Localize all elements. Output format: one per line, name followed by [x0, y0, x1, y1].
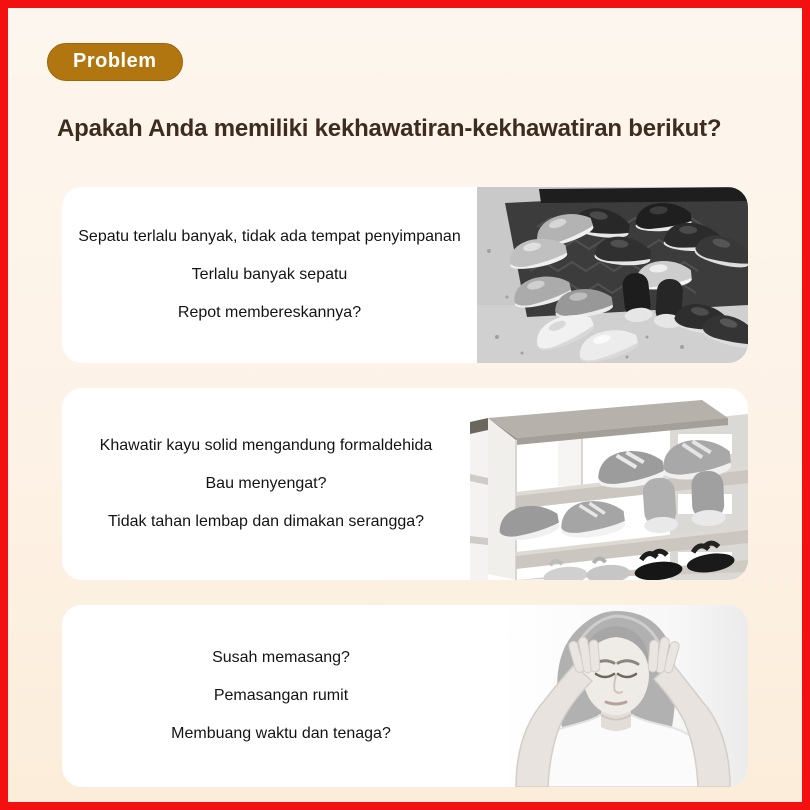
concern-line: Membuang waktu dan tenaga? — [171, 725, 391, 742]
concern-card-assembly — [62, 605, 748, 787]
concern-line: Pemasangan rumit — [213, 687, 349, 704]
concern-line: Susah memasang? — [212, 649, 350, 666]
concern-text-block — [62, 187, 477, 363]
concern-line: Bau menyengat? — [205, 475, 327, 492]
problem-badge: Problem — [47, 43, 183, 81]
concern-line: Repot membereskannya? — [177, 304, 362, 321]
concern-line: Khawatir kayu solid mengandung formaldehida — [99, 437, 433, 454]
page-title: Apakah Anda memiliki kekhawatiran-kekhawatiran berikut? — [57, 115, 722, 142]
concern-card-material — [62, 388, 748, 580]
concern-line: Terlalu banyak sepatu — [191, 266, 348, 283]
concern-line: Sepatu terlalu banyak, tidak ada tempat penyimpanan — [78, 228, 461, 245]
concern-line: Tidak tahan lembap dan dimakan serangga? — [107, 513, 425, 530]
concern-text-block — [62, 605, 500, 787]
stressed-woman-photo — [500, 605, 748, 787]
concern-cards — [62, 187, 748, 787]
shoe-rack-photo — [470, 388, 748, 580]
concern-text-block — [62, 388, 470, 580]
concern-card-storage — [62, 187, 748, 363]
pile-of-shoes-photo — [477, 187, 748, 363]
